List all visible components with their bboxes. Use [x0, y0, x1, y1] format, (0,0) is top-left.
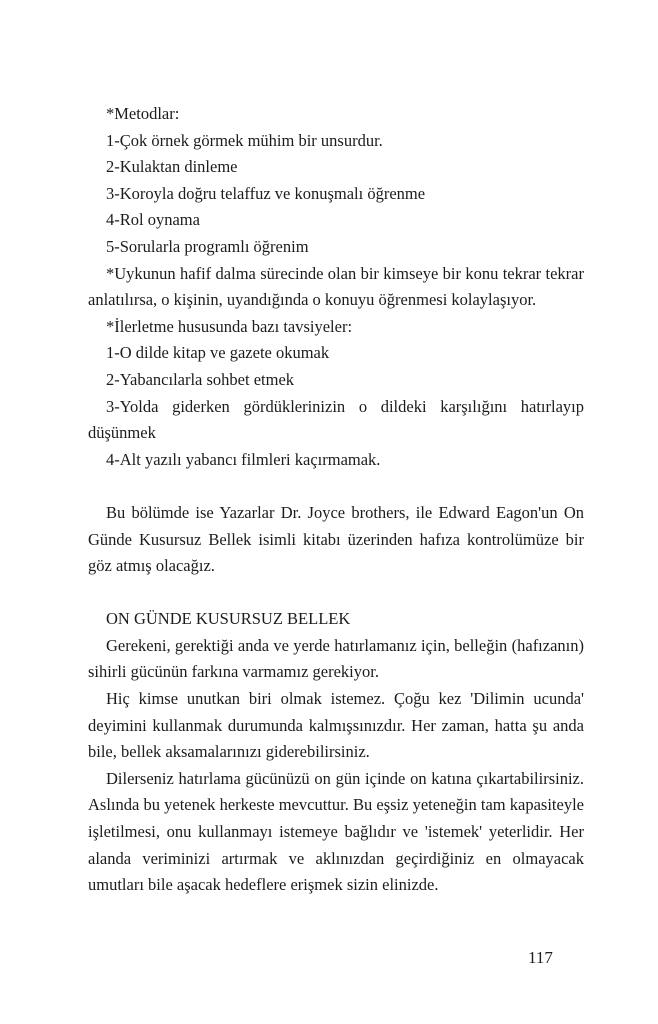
paragraph-gap: [88, 473, 584, 500]
body-paragraph: Gerekeni, gerektiği anda ve yerde hatırlamanız için, belleğin (hafızanın) sihirli gücünün farkına varmamız gerekiyor.: [88, 635, 584, 682]
body-paragraph: Hiç kimse unutkan biri olmak istemez. Çoğu kez 'Dilimin ucunda' deyimini kullanmak durumunda kalmışsınızdır. Her zaman, hatta şu anda bile, bellek aksamalarınızı giderebilirsiniz.: [88, 689, 584, 762]
intro-paragraph: Bu bölümde ise Yazarlar Dr. Joyce brothers, ile Edward Eagon'un On Günde Kusursuz Bellek isimli kitabı üzerinden hafıza kontrolümüze bir göz atmış olacağız.: [88, 502, 584, 576]
list-item: 3-Yolda giderken gördüklerinizin o dildeki karşılığını hatırlayıp düşünmek: [88, 396, 584, 443]
section-heading: ON GÜNDE KUSURSUZ BELLEK: [106, 609, 351, 629]
sleep-learning-paragraph: *Uykunun hafif dalma sürecinde olan bir kimseye bir konu tekrar tekrar anlatılırsa, o kişinin, uyandığında o konuyu öğrenmesi kolaylaşıyor.: [88, 263, 584, 310]
list-item: 4-Alt yazılı yabancı filmleri kaçırmamak.: [106, 449, 381, 469]
body-paragraph: Dilerseniz hatırlama gücünüzü on gün içinde on katına çıkartabilirsiniz. Aslında bu yetenek herkeste mevcuttur. Bu eşsiz yeteneğin tam kapasiteyle işletilmesi, onu kullanmayı istemeye bağlıdır ve 'istemek' yeterlidir. Her alanda veriminizi artırmak ve aklınızdan geçirdiğiniz en olmayacak umutları bile aşacak hedeflere erişmek sizin elinizde.: [88, 768, 584, 895]
paragraph-gap: [88, 580, 584, 607]
advice-heading: *İlerletme hususunda bazı tavsiyeler:: [106, 316, 353, 336]
list-item: 1-Çok örnek görmek mühim bir unsurdur.: [106, 130, 383, 150]
methods-heading: *Metodlar:: [106, 104, 180, 123]
list-item: 2-Kulaktan dinleme: [106, 157, 238, 177]
list-item: 5-Sorularla programlı öğrenim: [106, 236, 309, 256]
page-number: 117: [528, 948, 553, 967]
list-item: 2-Yabancılarla sohbet etmek: [106, 369, 295, 389]
list-item: 3-Koroyla doğru telaffuz ve konuşmalı öğrenme: [106, 183, 426, 203]
list-item: 4-Rol oynama: [106, 210, 200, 230]
list-item: 1-O dilde kitap ve gazete okumak: [106, 343, 330, 363]
page-body: [88, 101, 584, 899]
